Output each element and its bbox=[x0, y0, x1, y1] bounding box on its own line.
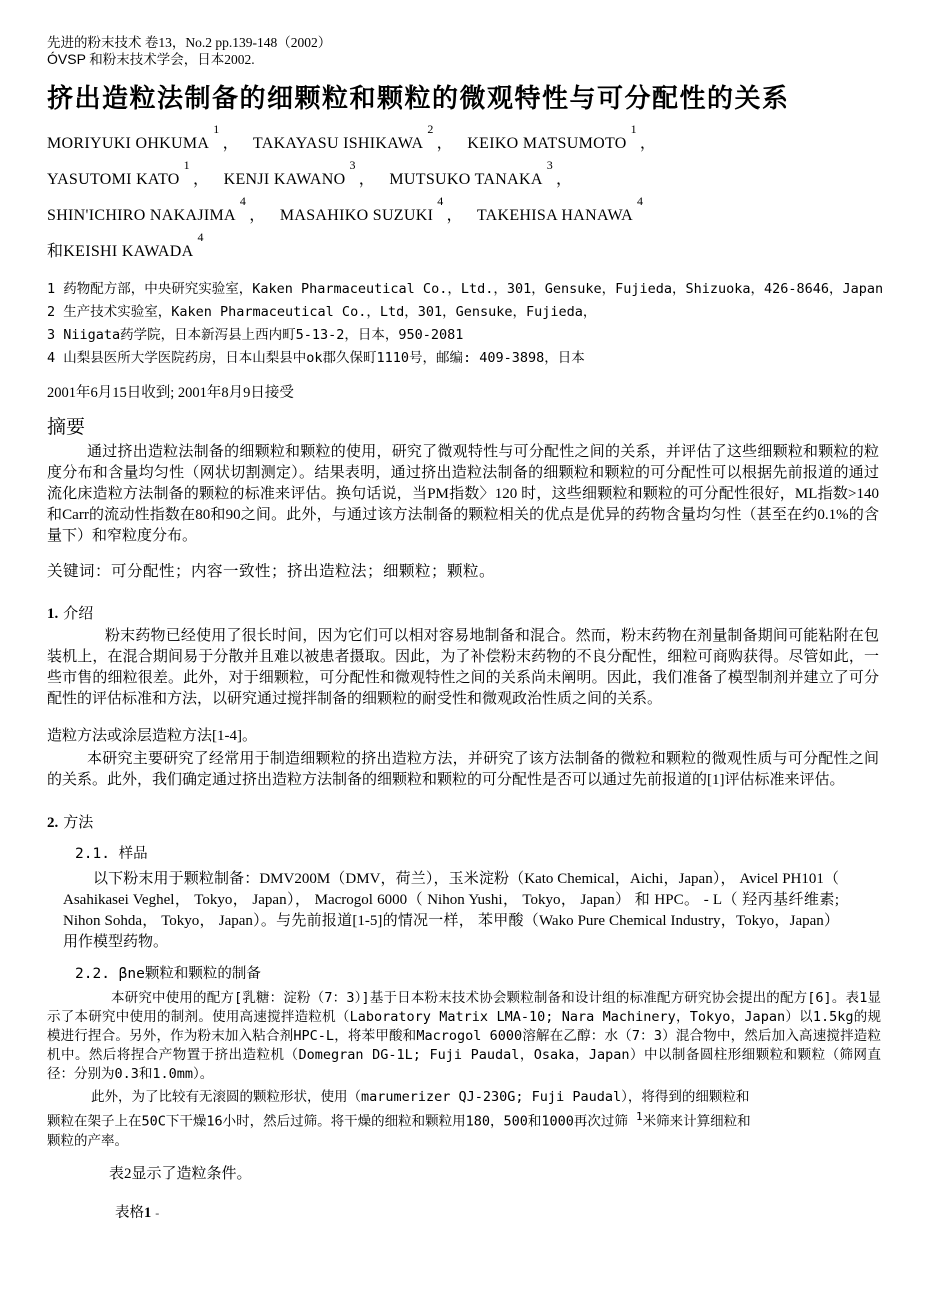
table2-reference-line: 表2显示了造粒条件。 bbox=[109, 1165, 252, 1182]
author-affiliation-sup: 1 bbox=[630, 122, 637, 136]
author-affiliation-sup: 3 bbox=[546, 158, 554, 172]
copyright-text: 和粉末技术学会，日本2002. bbox=[85, 52, 255, 67]
affiliation-2: 2 生产技术实验室，Kaken Pharmaceutical Co.，Ltd，301，Gensuke，Fujieda， bbox=[47, 304, 597, 320]
author-name: TAKEHISA HANAWA bbox=[476, 207, 634, 224]
journal-header bbox=[47, 34, 885, 68]
micron-superscript: 1 bbox=[636, 1110, 643, 1123]
author bbox=[47, 230, 217, 260]
section-2-1-heading: 2.1. 样品 bbox=[75, 846, 148, 862]
author-name: MORIYUKI OHKUMA bbox=[47, 135, 210, 152]
section-2-title: 方法 bbox=[63, 815, 94, 831]
keywords-line: 关键词：可分配性；内容一致性；挤出造粒法；细颗粒；颗粒。 bbox=[47, 563, 496, 580]
author-line-4 bbox=[47, 230, 885, 270]
table-caption-number: 1 bbox=[144, 1204, 152, 1221]
authors-block bbox=[47, 122, 885, 270]
preparation-paragraph-2-text-cont: 米筛来计算细粒和颗粒的产率。 bbox=[47, 1113, 751, 1149]
table-caption-dash: - bbox=[155, 1205, 160, 1220]
author bbox=[389, 158, 582, 188]
received-accepted-dates: 2001年6月15日收到; 2001年8月9日接受 bbox=[47, 385, 294, 401]
author-name: MASAHIKO SUZUKI bbox=[279, 207, 434, 224]
author-line-1 bbox=[47, 122, 885, 162]
author-separator: ， bbox=[358, 171, 376, 188]
section-1-title: 介绍 bbox=[63, 606, 94, 622]
author-affiliation-sup: 4 bbox=[637, 194, 644, 208]
intro-paragraph-2: 造粒方法或涂层造粒方法[1-4]。 bbox=[47, 728, 257, 744]
author-name: KENJI KAWANO bbox=[223, 171, 346, 188]
author bbox=[47, 194, 276, 224]
abstract-heading: 摘要 bbox=[47, 417, 86, 438]
author-separator: ， bbox=[436, 135, 453, 152]
author-affiliation-sup: 1 bbox=[213, 122, 220, 136]
affiliation-3: 3 Niigata药学院，日本新泻县上西内町5-13-2，日本，950-2081 bbox=[47, 327, 464, 343]
author-name: SHIN'ICHIRO NAKAJIMA bbox=[47, 207, 236, 224]
author-name: TAKAYASU ISHIKAWA bbox=[252, 135, 424, 152]
abstract-paragraph: 通过挤出造粒法制备的细颗粒和颗粒的使用，研究了微观特性与可分配性之间的关系，并评估了这些细颗粒和颗粒的粒度分布和含量均匀性（网状切割测定）。结果表明，通过挤出造粒法制备的细颗粒和颗粒的可分配性可以根据先前报道的通过流化床造粒方法制备的颗粒的标准来评估。换句话说，当PM指数〉120 时，这些细颗粒和颗粒的可分配性很好，ML指数>140和Carr的流动性指数在80和90之间。此外，与通过该方法制备的颗粒相关的优点是优异的药物含量均匀性（甚至在约0.1%的含量下）和窄粒度分布。 bbox=[47, 444, 879, 544]
author-affiliation-sup: 3 bbox=[349, 158, 356, 172]
author bbox=[223, 158, 385, 188]
section-2-number: 2. bbox=[47, 815, 59, 831]
section-1-heading bbox=[47, 604, 885, 624]
author-name: MUTSUKO TANAKA bbox=[389, 171, 543, 188]
author-line-2 bbox=[47, 158, 885, 198]
author-name: 和KEISHI KAWADA bbox=[47, 243, 194, 260]
author-separator: ， bbox=[639, 135, 657, 152]
author-affiliation-sup: 4 bbox=[437, 194, 444, 208]
author-affiliation-sup: 4 bbox=[239, 194, 247, 208]
author-affiliation-sup: 4 bbox=[197, 230, 204, 244]
author bbox=[47, 122, 249, 152]
section-2-heading bbox=[47, 813, 885, 833]
author-separator: ， bbox=[446, 207, 463, 224]
samples-paragraph: 以下粉末用于颗粒制备：DMV200M（DMV，荷兰），玉米淀粉（Kato Chemical，Aichi，Japan）， Avicel PH101（ Asahikasei Veghel， Tokyo， Japan）， Macrogol 6000（ Nihon Yushi， Tokyo， Japan） 和 HPC。 - L（ 羟丙基纤维素; Nihon Sohda， Tokyo， Japan）。与先前报道[1-5]的情况一样， 苯甲酸（Wako Pure Chemical Industry，Tokyo，Japan）用作模型药物。 bbox=[63, 871, 839, 950]
section-1-number: 1. bbox=[47, 606, 59, 622]
author-separator: ， bbox=[249, 207, 266, 224]
author-affiliation-sup: 1 bbox=[183, 158, 190, 172]
paper-title: 挤出造粒法制备的细颗粒和颗粒的微观特性与可分配性的关系 bbox=[47, 84, 790, 113]
table-1-caption bbox=[115, 1204, 885, 1222]
author-affiliation-sup: 2 bbox=[427, 122, 434, 136]
author-line-3 bbox=[47, 194, 885, 234]
section-2-2-heading: 2.2. βne颗粒和颗粒的制备 bbox=[75, 966, 261, 982]
affiliation-4: 4 山梨县医所大学医院药房，日本山梨县中ok郡久保町1110号，邮编: 409-3898，日本 bbox=[47, 350, 585, 366]
affiliations-block bbox=[47, 278, 885, 370]
publisher-mark: ÓVSP bbox=[47, 51, 86, 67]
preparation-paragraph-1: 本研究中使用的配方[乳糖：淀粉（7：3）]基于日本粉末技术协会颗粒制备和设计组的标准配方研究协会提出的配方[6]。表1显示了本研究中使用的制剂。使用高速搅拌造粒机（Laboratory Matrix LMA-10; Nara Machinery，Tokyo，Japan）以1.5kg的规模进行捏合。另外，作为粉末加入粘合剂HPC-L，将苯甲酸和Macrogol 6000溶解在乙醇：水（7：3）混合物中，然后加入高速搅拌造粒机中。然后将捏合产物置于挤出造粒机（Domegran DG-1L; Fuji Paudal，Osaka，Japan）中以制备圆柱形细颗粒和颗粒（筛网直径：分别为0.3和1.0mm）。 bbox=[47, 990, 881, 1082]
author-separator: ， bbox=[556, 171, 573, 188]
preparation-paragraph-2 bbox=[47, 1088, 757, 1151]
intro-paragraph-1: 粉末药物已经使用了很长时间，因为它们可以相对容易地制备和混合。然而，粉末药物在剂量制备期间可能粘附在包装机上，在混合期间易于分散并且难以被患者摄取。因此，为了补偿粉末药物的不良分配性，细粒可商购获得。尽管如此，一些市售的细粒很差。此外，对于细颗粒，可分配性和微观特性之间的关系尚未阐明。因此，我们准备了模型制剂并建立了可分配性的评估标准和方法，以研究通过搅拌制备的细颗粒的耐受性和微观政治性质之间的关系。 bbox=[47, 628, 879, 707]
author bbox=[279, 194, 473, 224]
author bbox=[476, 194, 656, 224]
affiliation-1: 1 药物配方部，中央研究实验室，Kaken Pharmaceutical Co.，Ltd.，301，Gensuke，Fujieda，Shizuoka，426-8646，Japan bbox=[47, 281, 884, 297]
table-caption-prefix: 表格 bbox=[115, 1204, 144, 1221]
author bbox=[47, 158, 219, 188]
preparation-paragraph-2-text: 此外，为了比较有无滚圆的颗粒形状，使用（marumerizer QJ-230G; Fuji Paudal），将得到的细颗粒和颗粒在架子上在50C下干燥16小时，然后过筛。将干燥的细粒和颗粒用180，500和1000再次过筛 bbox=[47, 1089, 750, 1130]
journal-copyright-line bbox=[47, 51, 885, 68]
author-name: KEIKO MATSUMOTO bbox=[467, 135, 627, 152]
author bbox=[467, 122, 666, 152]
intro-paragraph-3: 本研究主要研究了经常用于制造细颗粒的挤出造粒方法，并研究了该方法制备的微粒和颗粒的微观性质与可分配性之间的关系。此外，我们确定通过挤出造粒方法制备的细颗粒和颗粒的可分配性是否可以通过先前报道的[1]评估标准来评估。 bbox=[47, 751, 879, 788]
journal-citation: 先进的粉末技术 卷13，No.2 pp.139-148（2002） bbox=[47, 35, 332, 50]
author bbox=[252, 122, 463, 152]
author-separator: ， bbox=[192, 171, 210, 188]
author-name: YASUTOMI KATO bbox=[47, 171, 180, 188]
author-separator: ， bbox=[222, 135, 239, 152]
